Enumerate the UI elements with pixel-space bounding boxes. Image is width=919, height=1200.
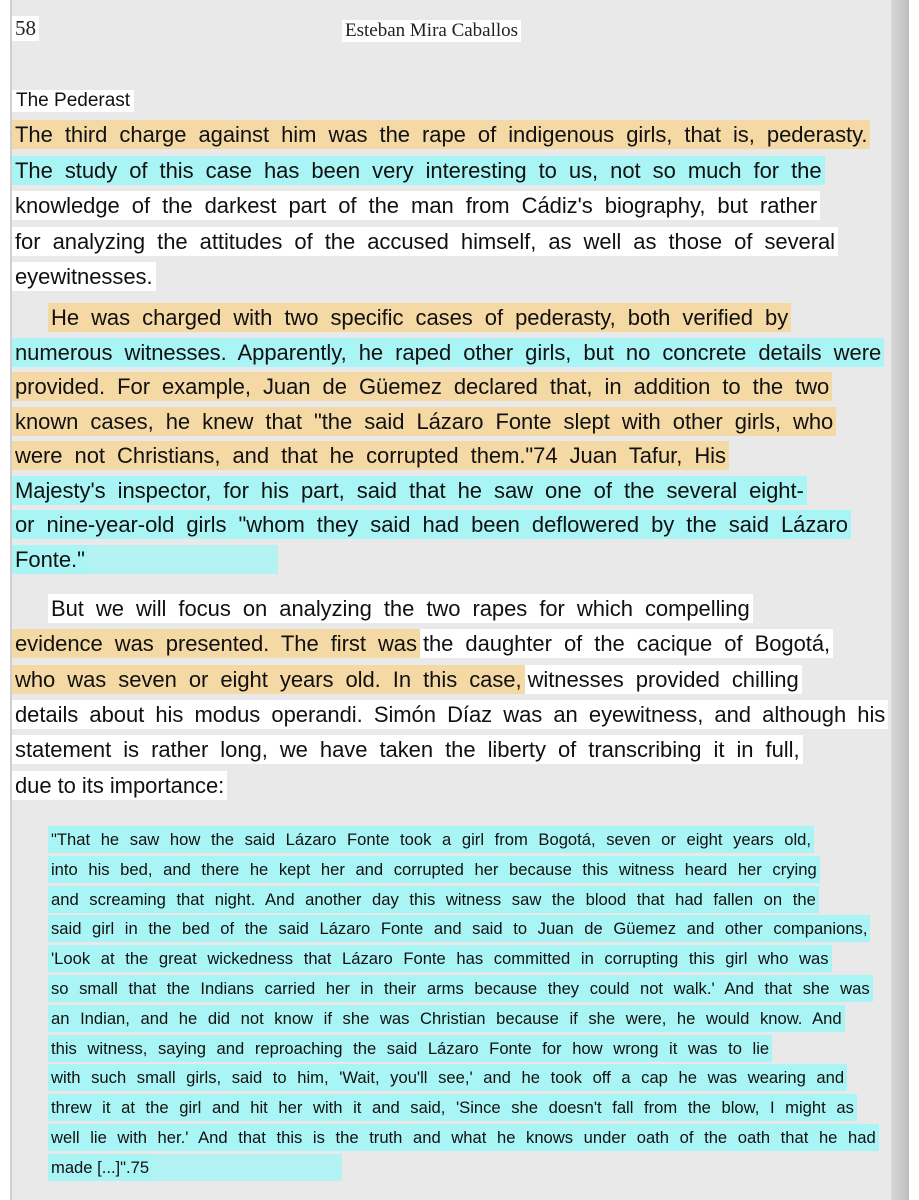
paragraph-2-line	[12, 338, 884, 367]
quote-line	[48, 826, 814, 853]
paragraph-1-line	[12, 191, 820, 220]
highlighted-text: well lie with her.' And that this is the truth and what he knows under oath of the oath that he had	[48, 1124, 879, 1151]
highlighted-text: evidence was presented. The first was	[12, 629, 420, 658]
paragraph-1-line	[12, 120, 870, 149]
page-number: 58	[12, 16, 39, 41]
highlighted-text: this witness, saying and reproaching the said Lázaro Fonte for how wrong it was to lie	[48, 1035, 772, 1062]
paragraph-2-line	[12, 407, 836, 436]
highlighted-text: numerous witnesses. Apparently, he raped other girls, but no concrete details were	[12, 338, 884, 367]
highlighted-text: with such small girls, said to him, 'Wait, you'll see,' and he took off a cap he was wearing and	[48, 1064, 847, 1091]
highlighted-text: due to its importance:	[12, 771, 227, 800]
paragraph-2-line	[12, 476, 807, 505]
quote-line	[48, 1124, 879, 1151]
highlighted-text: details about his modus operandi. Simón Díaz was an eyewitness, and although his	[12, 700, 888, 729]
quote-line	[48, 1154, 342, 1181]
quote-line	[48, 915, 870, 942]
page-edge-shadow	[891, 0, 909, 1200]
quote-line	[48, 886, 819, 913]
highlighted-text: made [...]".75	[48, 1154, 152, 1181]
highlighted-text: into his bed, and there he kept her and corrupted her because this witness heard her crying	[48, 856, 820, 883]
paragraph-3-line	[12, 700, 888, 729]
paragraph-3-line	[12, 665, 802, 694]
section-heading: The Pederast	[12, 90, 134, 112]
highlighted-text: the daughter of the cacique of Bogotá,	[420, 629, 833, 658]
highlighted-text: "That he saw how the said Lázaro Fonte took a girl from Bogotá, seven or eight years old,	[48, 826, 814, 853]
quote-line	[48, 1035, 772, 1062]
paragraph-2-line	[12, 441, 729, 470]
paragraph-2-line	[12, 510, 851, 539]
highlighted-text: and screaming that night. And another day this witness saw the blood that had fallen on the	[48, 886, 819, 913]
paragraph-3-line	[12, 771, 227, 800]
highlighted-text: eyewitnesses.	[12, 262, 156, 291]
paragraph-3-line	[12, 735, 803, 764]
paragraph-1-line	[12, 227, 838, 256]
highlighted-text: witnesses provided chilling	[525, 665, 802, 694]
highlighted-text: or nine-year-old girls "whom they said had been deflowered by the said Lázaro	[12, 510, 851, 539]
highlighted-text: Majesty's inspector, for his part, said that he saw one of the several eight-	[12, 476, 807, 505]
highlighted-text: Fonte."	[12, 545, 88, 574]
highlight-trail	[88, 545, 278, 574]
highlight-trail	[152, 1154, 342, 1181]
highlighted-text: statement is rather long, we have taken the liberty of transcribing it in full,	[12, 735, 803, 764]
paragraph-3-line	[48, 594, 753, 623]
highlighted-text: But we will focus on analyzing the two rapes for which compelling	[48, 594, 753, 623]
highlighted-text: He was charged with two specific cases of pederasty, both verified by	[48, 303, 791, 332]
paragraph-2-line	[12, 545, 278, 574]
highlighted-text: for analyzing the attitudes of the accused himself, as well as those of several	[12, 227, 838, 256]
highlighted-text: knowledge of the darkest part of the man from Cádiz's biography, but rather	[12, 191, 820, 220]
running-head: Esteban Mira Caballos	[342, 20, 521, 42]
highlighted-text: an Indian, and he did not know if she was Christian because if she were, he would know. And	[48, 1005, 845, 1032]
highlighted-text: who was seven or eight years old. In this case,	[12, 665, 525, 694]
paragraph-2-line	[12, 372, 832, 401]
quote-line	[48, 1064, 847, 1091]
quote-line	[48, 945, 832, 972]
highlighted-text: were not Christians, and that he corrupted them."74 Juan Tafur, His	[12, 441, 729, 470]
paragraph-3-line	[12, 629, 833, 658]
quote-line	[48, 1094, 857, 1121]
paragraph-1-line	[12, 156, 825, 185]
highlighted-text: known cases, he knew that "the said Lázaro Fonte slept with other girls, who	[12, 407, 836, 436]
quote-line	[48, 975, 873, 1002]
highlighted-text: The study of this case has been very interesting to us, not so much for the	[12, 156, 825, 185]
quote-line	[48, 1005, 845, 1032]
paragraph-2-line	[48, 303, 791, 332]
paragraph-1-line	[12, 262, 156, 291]
highlighted-text: threw it at the girl and hit her with it and said, 'Since she doesn't fall from the blow, I might as	[48, 1094, 857, 1121]
highlighted-text: so small that the Indians carried her in their arms because they could not walk.' And that she was	[48, 975, 873, 1002]
highlighted-text: provided. For example, Juan de Güemez declared that, in addition to the two	[12, 372, 832, 401]
document-page	[10, 0, 909, 1200]
highlighted-text: The third charge against him was the rape of indigenous girls, that is, pederasty.	[12, 120, 870, 149]
highlighted-text: said girl in the bed of the said Lázaro Fonte and said to Juan de Güemez and other companions,	[48, 915, 870, 942]
quote-line	[48, 856, 820, 883]
highlighted-text: 'Look at the great wickedness that Lázaro Fonte has committed in corrupting this girl who was	[48, 945, 832, 972]
